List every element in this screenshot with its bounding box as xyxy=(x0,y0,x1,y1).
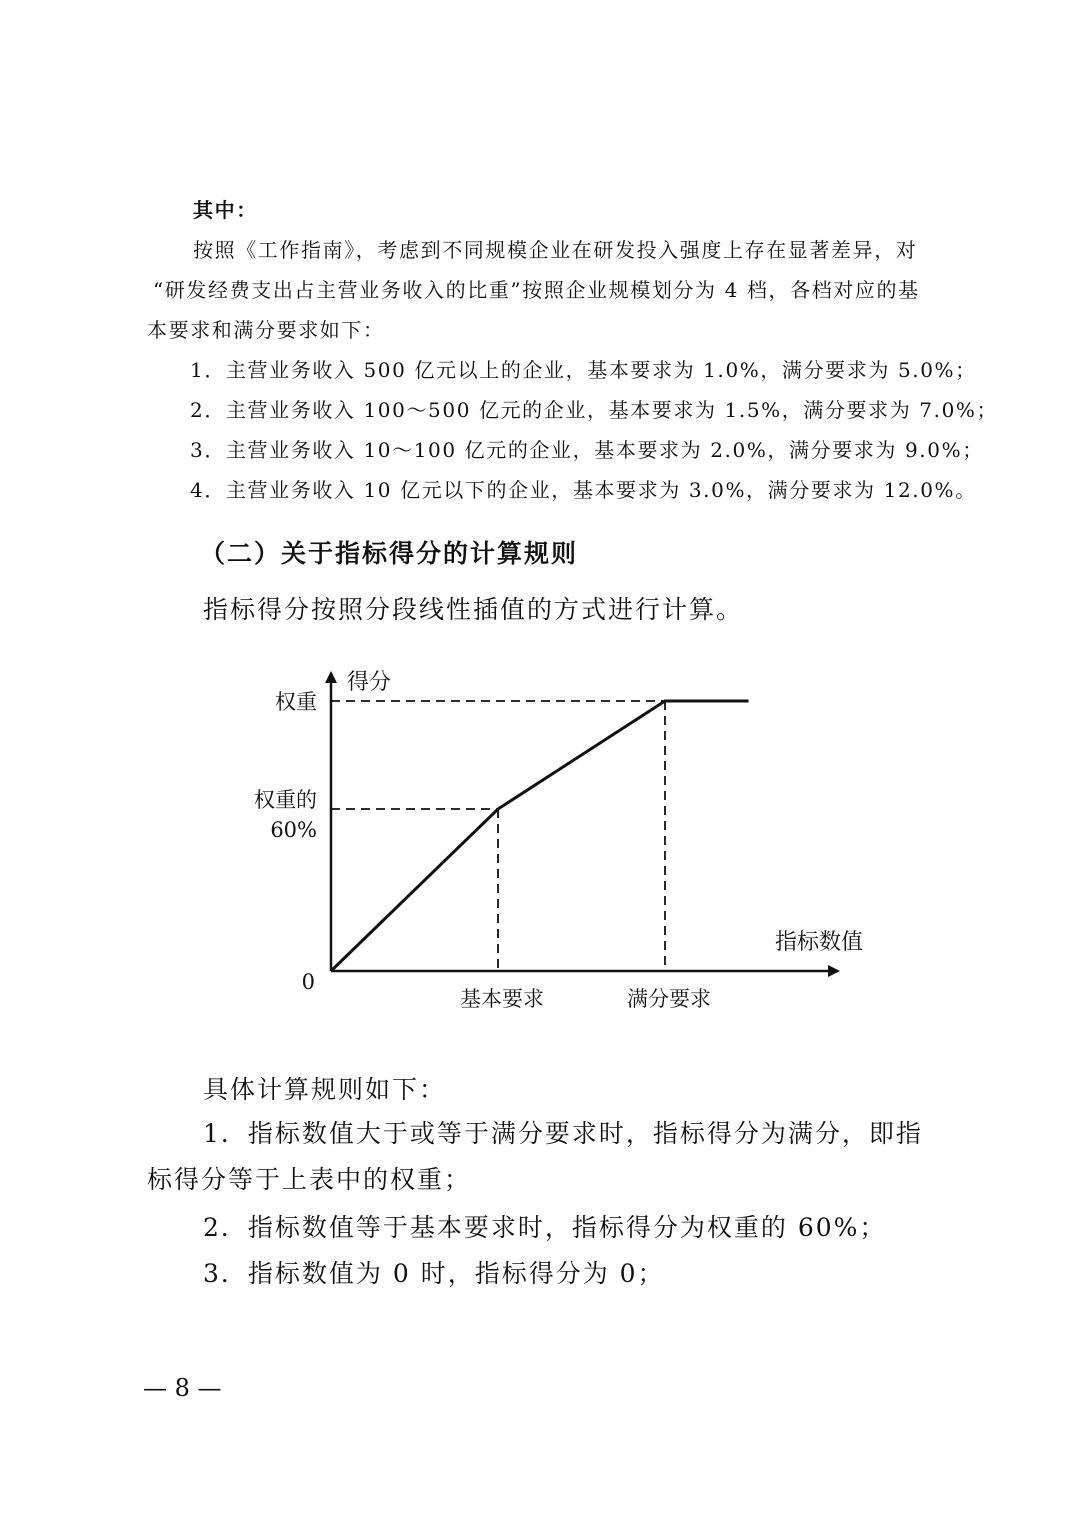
rules-intro: 具体计算规则如下： xyxy=(203,1075,447,1104)
notes-paragraph-line-3: 本要求和满分要求如下： xyxy=(147,318,385,342)
section-heading: （二）关于指标得分的计算规则 xyxy=(200,539,579,568)
x-tick-label-1: 基本要求 xyxy=(460,987,544,1011)
x-tick-label-2: 满分要求 xyxy=(627,987,711,1011)
notes-paragraph-line-2: “研发经费支出占主营业务收入的比重”按照企业规模划分为 4 档，各档对应的基 xyxy=(153,278,920,302)
notes-item-3: 3．主营业务收入 10～100 亿元的企业，基本要求为 2.0%，满分要求为 9.0%； xyxy=(190,438,984,462)
score-chart xyxy=(0,640,1080,1040)
page-number: — 8 — xyxy=(143,1374,222,1402)
notes-item-1: 1．主营业务收入 500 亿元以上的企业，基本要求为 1.0%，满分要求为 5.0%； xyxy=(190,358,977,382)
section-intro: 指标得分按照分段线性插值的方式进行计算。 xyxy=(203,595,744,624)
notes-paragraph-line-1: 按照《工作指南》，考虑到不同规模企业在研发投入强度上存在显著差异，对 xyxy=(193,238,918,262)
notes-heading: 其中： xyxy=(193,198,258,222)
x-axis-label: 指标数值 xyxy=(775,930,864,955)
y-axis-label: 得分 xyxy=(347,670,392,695)
rules-line-2: 标得分等于上表中的权重； xyxy=(147,1165,472,1194)
notes-item-4: 4．主营业务收入 10 亿元以下的企业，基本要求为 3.0%，满分要求为 12.0%。 xyxy=(190,478,977,502)
notes-item-2: 2．主营业务收入 100～500 亿元的企业，基本要求为 1.5%，满分要求为 7.0%； xyxy=(190,398,999,422)
series-line xyxy=(331,701,749,971)
origin-label: 0 xyxy=(301,970,315,994)
y-tick-label-2: 权重的 60% xyxy=(254,788,317,842)
rules-line-3: 2．指标数值等于基本要求时，指标得分为权重的 60%； xyxy=(203,1213,887,1242)
y-tick-label-1: 权重 xyxy=(275,690,317,714)
rules-line-1: 1．指标数值大于或等于满分要求时，指标得分为满分，即指 xyxy=(203,1119,923,1148)
rules-line-4: 3．指标数值为 0 时，指标得分为 0； xyxy=(203,1259,665,1288)
